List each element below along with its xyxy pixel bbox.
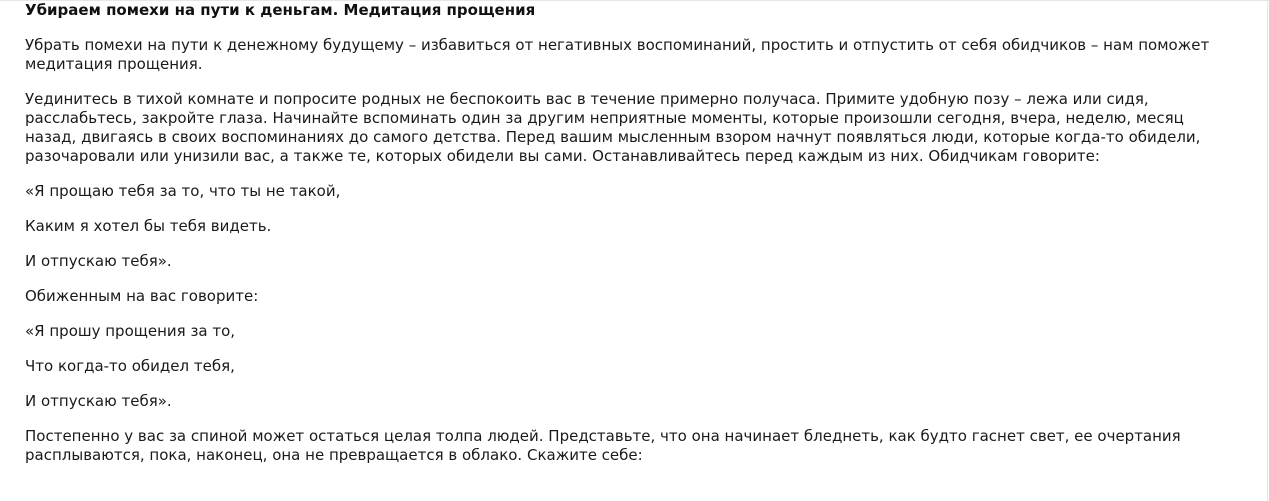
right-divider xyxy=(1267,0,1268,501)
verse-line-4: «Я прошу прощения за то, xyxy=(25,322,236,340)
verse-line-1: «Я прощаю тебя за то, что ты не такой, xyxy=(25,182,341,200)
article-title: Убираем помехи на пути к деньгам. Медитация прощения xyxy=(25,1,536,19)
verse-line-6: И отпускаю тебя». xyxy=(25,392,172,410)
verse-line-5: Что когда-то обидел тебя, xyxy=(25,357,235,375)
verse-line-2: Каким я хотел бы тебя видеть. xyxy=(25,217,272,235)
paragraph-offended: Обиженным на вас говорите: xyxy=(25,287,259,305)
paragraph-instructions: Уединитесь в тихой комнате и попросите родных не беспокоить вас в течение примерно получаса. Примите удобную позу – лежа или сидя, расслабьтесь, закройте глаза. Начинайте вспоминать один за другим неприятные моменты, которые произошли сегодня, вчера, неделю, месяц назад, двигаясь в своих воспоминаниях до самого детства. Перед вашим мысленным взором начнут появляться люди, которые когда-то обидели, разочаровали или унизили вас, а также те, которых обидели вы сами. Останавливайтесь перед каждым из них. Обидчикам говорите: xyxy=(25,90,1201,165)
paragraph-intro: Убрать помехи на пути к денежному будущему – избавиться от негативных воспоминаний, простить и отпустить от себя обидчиков – нам поможет медитация прощения. xyxy=(25,36,1210,73)
verse-line-3: И отпускаю тебя». xyxy=(25,252,172,270)
paragraph-crowd: Постепенно у вас за спиной может остаться целая толпа людей. Представьте, что она начинает бледнеть, как будто гаснет свет, ее очертания расплываются, пока, наконец, она не превращается в облако. Скажите себе: xyxy=(25,427,1181,464)
article-body xyxy=(25,1,1237,465)
